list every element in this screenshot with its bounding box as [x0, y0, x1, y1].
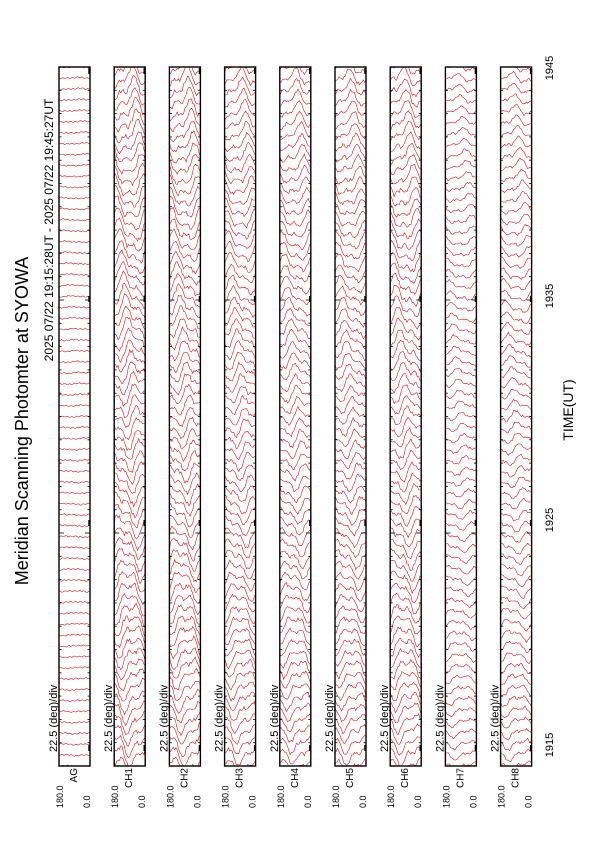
x-tick-label: 1935 [544, 283, 556, 309]
panel-scale-label: 22.5 (deg)/div [489, 684, 502, 752]
panel-ylim-top: 180.0 [110, 785, 121, 808]
panel-ylim-bottom: 0.0 [82, 795, 92, 808]
panel-ylim-bottom: 0.0 [358, 795, 368, 808]
panel-scale-label: 22.5 (deg)/div [103, 684, 116, 752]
panel-channel-label: CH3 [234, 768, 246, 789]
panel-ylim-bottom: 0.0 [523, 795, 534, 808]
panel-ylim-top: 180.0 [386, 785, 397, 808]
panel-ylim-top: 180.0 [331, 785, 341, 808]
panel-scale-label: 22.5 (deg)/div [268, 684, 281, 752]
time-range-label: 2025 07/22 19:15:28UT - 2025 07/22 19:45:27UT [42, 98, 56, 362]
panel-channel-label: CH4 [289, 768, 301, 789]
panel-channel-label: CH1 [124, 768, 136, 789]
x-axis-label: TIME(UT) [560, 379, 576, 441]
x-tick-label: 1925 [544, 507, 556, 533]
panel-scale-label: 22.5 (deg)/div [379, 684, 392, 752]
panel-scale-label: 22.5 (deg)/div [324, 684, 336, 752]
panel-ylim-bottom: 0.0 [413, 795, 424, 808]
panel-ylim-bottom: 0.0 [247, 795, 258, 808]
panel-channel-label: CH6 [400, 768, 412, 789]
panel-channel-label: AG [69, 768, 80, 783]
panel-channel-label: CH5 [345, 768, 356, 789]
panel-ylim-top: 180.0 [220, 785, 231, 808]
panel-scale-label: 22.5 (deg)/div [48, 684, 60, 752]
panel-ylim-top: 180.0 [441, 785, 452, 808]
panel-ylim-top: 180.0 [55, 785, 65, 808]
panel-channel-label: CH8 [510, 768, 522, 789]
panel-ylim-bottom: 0.0 [468, 795, 479, 808]
panel-ylim-top: 180.0 [496, 785, 507, 808]
panel-channel-label: CH2 [179, 768, 191, 789]
panel-ylim-bottom: 0.0 [192, 795, 203, 808]
panel-ylim-bottom: 0.0 [302, 795, 313, 808]
panel-scale-label: 22.5 (deg)/div [158, 684, 171, 752]
panel-ylim-top: 180.0 [275, 785, 286, 808]
panel-scale-label: 22.5 (deg)/div [434, 684, 447, 752]
x-tick-label: 1945 [544, 55, 556, 81]
panel-scale-label: 22.5 (deg)/div [213, 684, 226, 752]
chart-title: Meridian Scanning Photomter at SYOWA [12, 256, 32, 586]
panel-ylim-bottom: 0.0 [137, 795, 148, 808]
panel-ylim-top: 180.0 [165, 785, 176, 808]
panel-channel-label: CH7 [455, 768, 467, 789]
x-tick-label: 1915 [544, 732, 556, 758]
